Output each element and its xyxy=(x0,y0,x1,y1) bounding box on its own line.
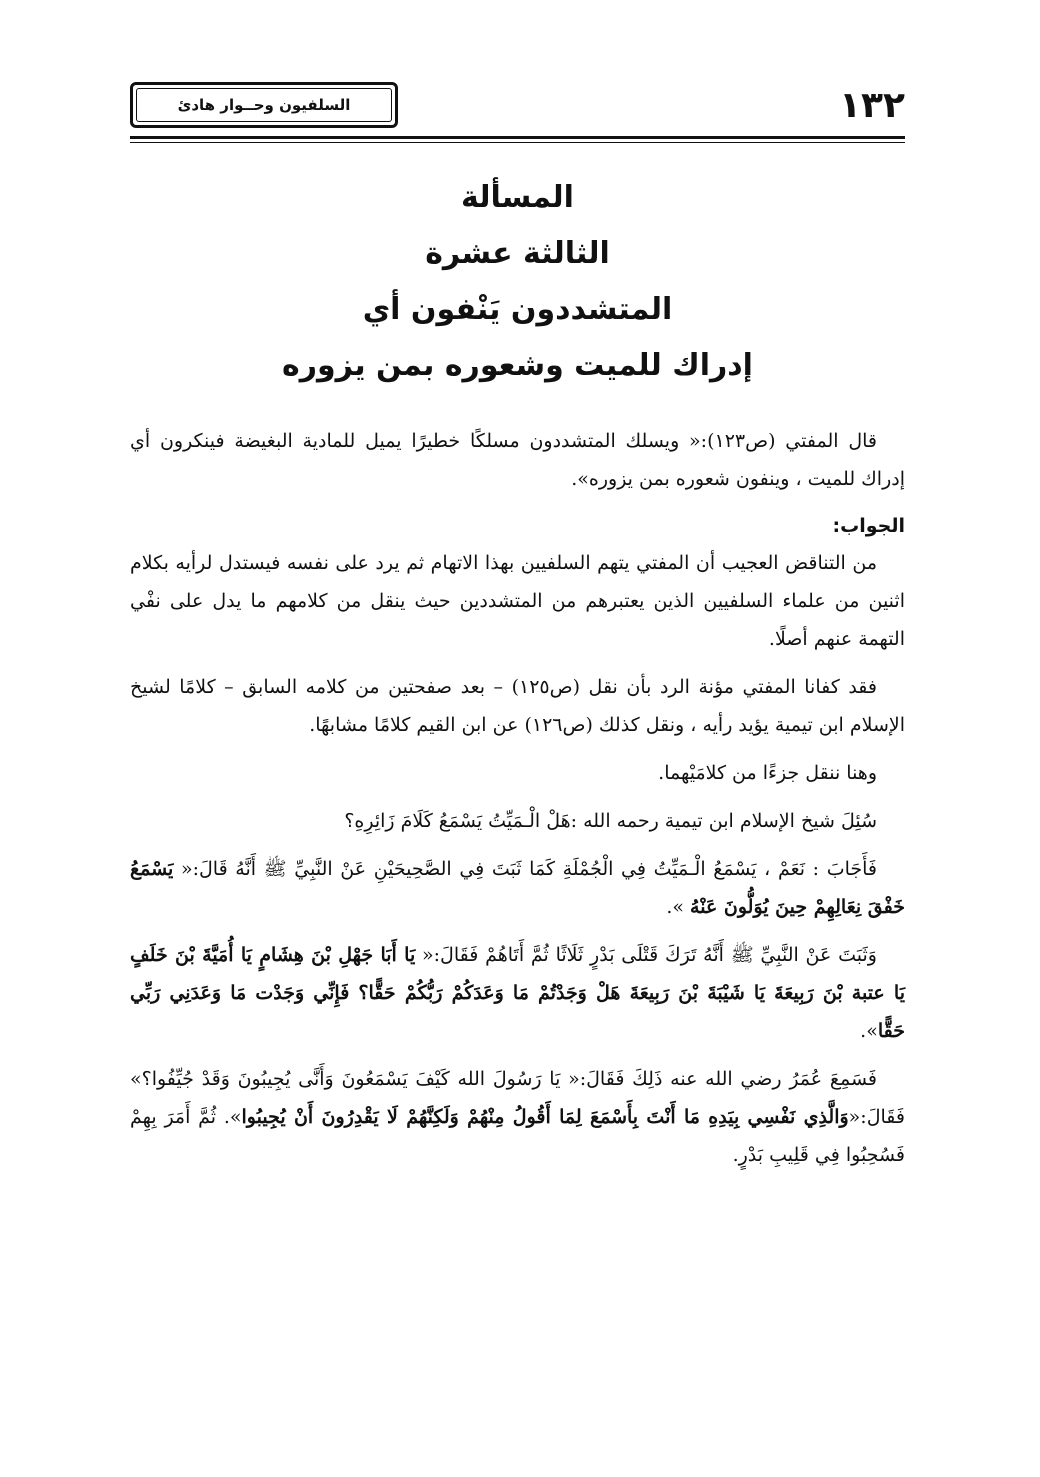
title-line-1: المسألة xyxy=(461,180,574,215)
body-text xyxy=(130,422,905,1174)
paragraph-reply xyxy=(130,850,905,926)
paragraph-mufti-quote: قال المفتي (ص١٢٣):« ويسلك المتشددون مسلكًا خطيرًا يميل للمادية البغيضة فينكرون أي إدراك للميت ، وينفون شعوره بمن يزوره». xyxy=(130,430,905,490)
hadith-quote: يَسْمَعُ خَفْقَ نِعَالِهِمْ حِينَ يُوَلُّونَ عَنْهُ xyxy=(130,858,905,918)
paragraph-umar xyxy=(130,1060,905,1174)
paragraph-badr xyxy=(130,936,905,1050)
paragraph-answer-3: وهنا ننقل جزءًا من كلامَيْهما. xyxy=(658,762,877,784)
running-title-frame xyxy=(130,82,398,128)
answer-heading: الجواب: xyxy=(832,515,905,537)
paragraph-question: سُئِلَ شيخ الإسلام ابن تيمية رحمه الله :هَلْ الْـمَيِّتُ يَسْمَعُ كَلَامَ زَائِرِهِ؟ xyxy=(344,810,877,832)
badr-quote: يَا أَبَا جَهْلِ بْنَ هِشَامٍ يَا أُمَيَّةَ بْنَ خَلَفٍ يَا عتبة بْنَ رَبِيعَةَ يَا شَيْبَةَ بْنَ رَبِيعَةَ هَلْ وَجَدْتُمْ مَا وَعَدَكُمْ رَبُّكُمْ حَقًّا؟ فَإِنِّي وَجَدْت مَا وَعَدَنِي رَبِّي حَقًّا xyxy=(130,944,905,1042)
title-line-4: إدراك للميت وشعوره بمن يزوره xyxy=(282,348,753,383)
page-header xyxy=(130,78,905,150)
paragraph-answer-2: فقد كفانا المفتي مؤنة الرد بأن نقل (ص١٢٥) – بعد صفحتين من كلامه السابق – كلامًا لشيخ الإسلام ابن تيمية يؤيد رأيه ، ونقل كذلك (ص١٢٦) عن ابن القيم كلامًا مشابهًا. xyxy=(130,676,905,736)
umar-text: فَسَمِعَ عُمَرُ رضي الله عنه ذَلِكَ فَقَالَ:« يَا رَسُولَ الله كَيْفَ يَسْمَعُونَ وَأَنَّى يُجِيبُونَ وَقَدْ جُيِّفُوا؟» فَقَالَ:« xyxy=(130,1068,905,1128)
badr-text: وَثَبَتَ عَنْ النَّبِيِّ ﷺ أَنَّهُ تَرَكَ قَتْلَى بَدْرٍ ثَلَاثًا ثُمَّ أَتَاهُمْ فَقَالَ:« xyxy=(415,944,877,966)
umar-end: ». ثُمَّ أَمَرَ بِهِمْ فَسُحِبُوا فِي قَلِيبِ بَدْرٍ. xyxy=(130,1106,905,1166)
reply-text: فَأَجَابَ : نَعَمْ ، يَسْمَعُ الْـمَيِّتُ فِي الْجُمْلَةِ كَمَا ثَبَتَ فِي الصَّحِيحَيْنِ عَنْ النَّبِيِّ ﷺ أَنَّهُ قَالَ:« xyxy=(173,858,877,880)
umar-quote: وَالَّذِي نَفْسِي بِيَدِهِ مَا أَنْتَ بِأَسْمَعَ لِمَا أَقُولُ مِنْهُمْ وَلَكِنَّهُمْ لَا يَقْدِرُونَ أَنْ يُجِيبُوا xyxy=(241,1106,849,1128)
title-line-3: المتشددون يَنْفون أي xyxy=(362,292,673,327)
page-number: ١٣٢ xyxy=(839,85,905,126)
chapter-title xyxy=(130,170,905,394)
title-line-2: الثالثة عشرة xyxy=(425,236,610,271)
book-page xyxy=(130,78,905,1438)
reply-end: ». xyxy=(666,896,691,918)
paragraph-answer-1: من التناقض العجيب أن المفتي يتهم السلفيين بهذا الاتهام ثم يرد على نفسه فيستدل لرأيه بكلام اثنين من علماء السلفيين الذين يعتبرهم من المتشددين حيث ينقل من كلامهم ما يدل على نفْي التهمة عنهم أصلًا. xyxy=(130,552,905,650)
header-divider xyxy=(130,136,905,143)
badr-end: ». xyxy=(860,1020,878,1042)
running-title: السلفيون وحــوار هادئ xyxy=(136,88,392,122)
